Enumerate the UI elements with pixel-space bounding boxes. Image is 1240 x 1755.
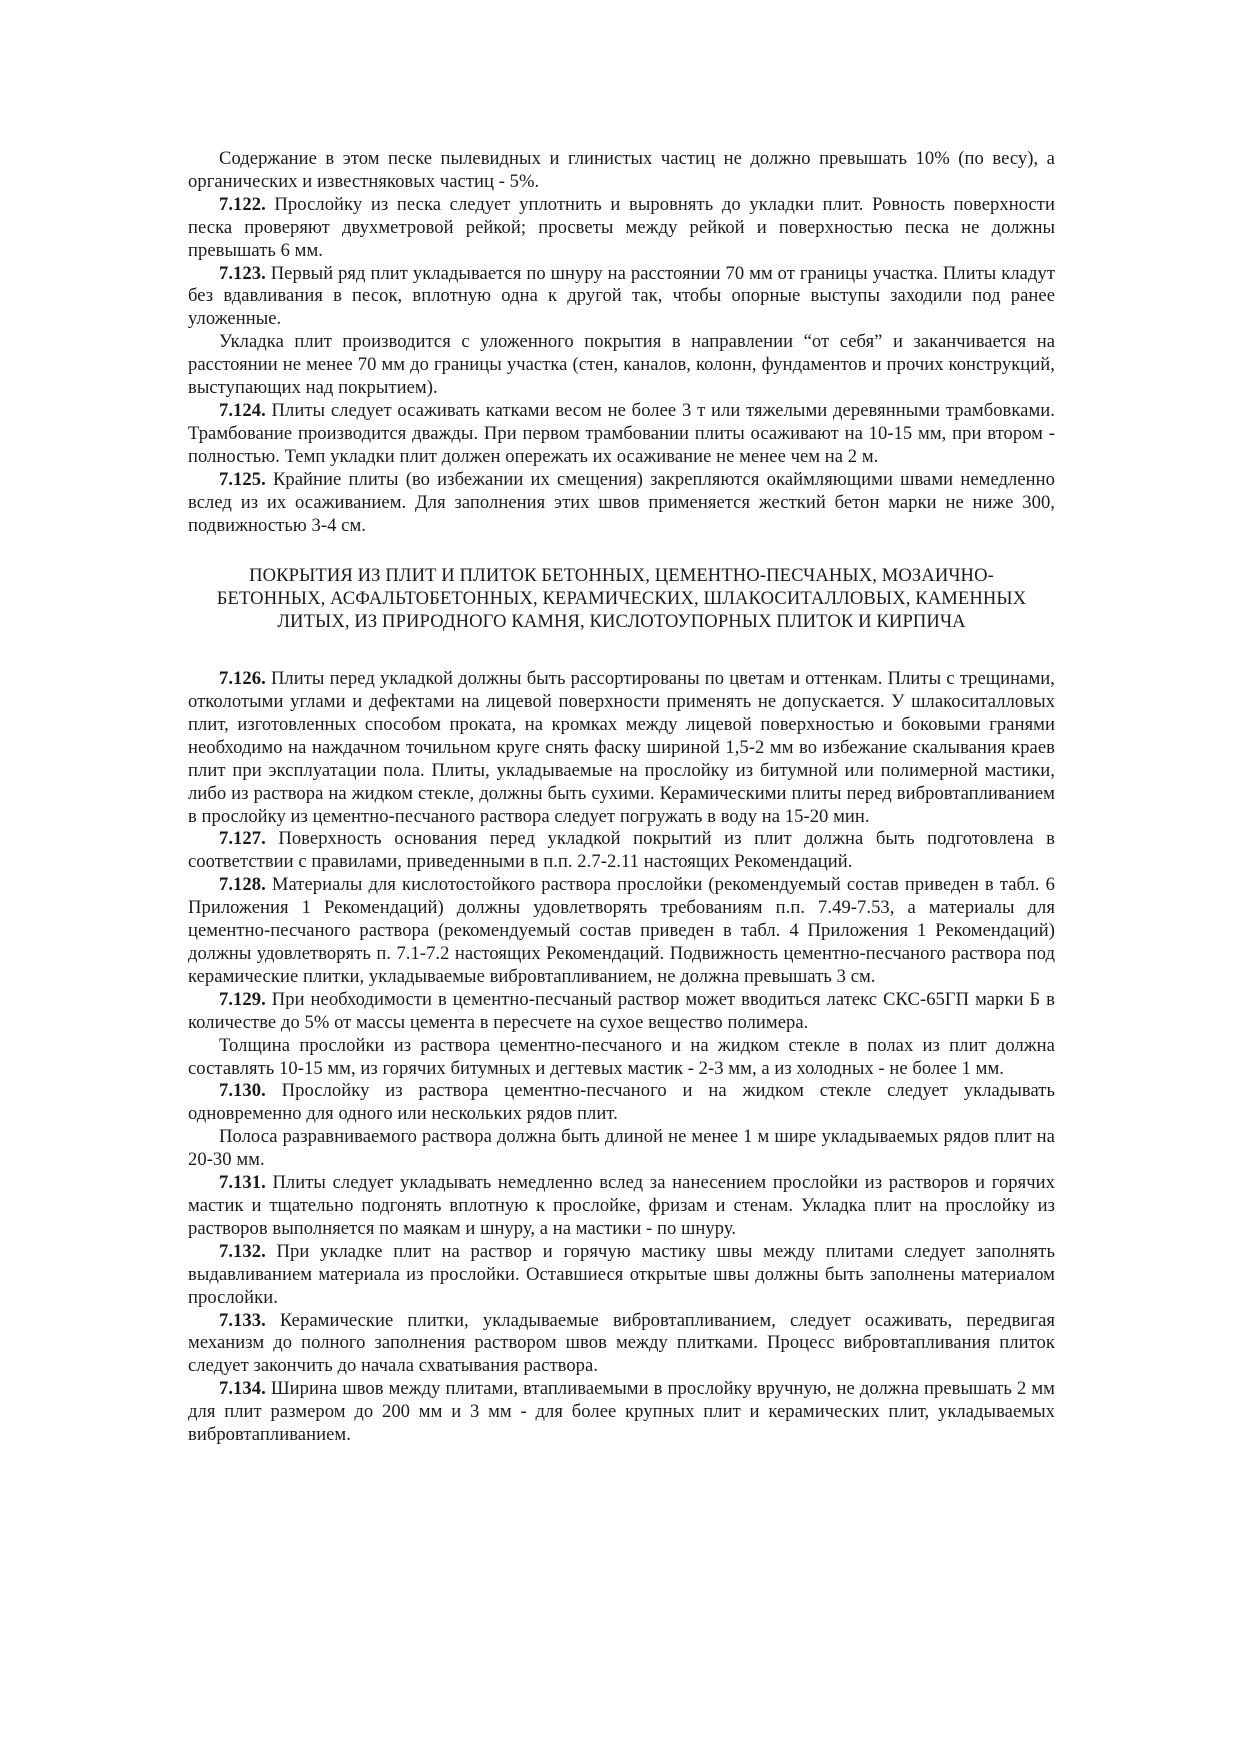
document-page	[188, 148, 1055, 1447]
paragraph-text: Плиты следует укладывать немедленно вслед за нанесением прослойки из растворов и горячих мастик и тщательно подгонять вплотную к прослойке, фризам и стенам. Укладка плит на прослойку из растворов выполняется по маякам и шнуру, а на мастики - по шнуру.	[188, 1172, 1055, 1239]
paragraphs-bottom	[188, 668, 1055, 1447]
paragraph-text: Плиты перед укладкой должны быть рассортированы по цветам и оттенкам. Плиты с трещинами, отколотыми углами и дефектами на лицевой поверхности применять не допускается. У шлакоситалловых плит, изготовленных способом проката, на кромках между лицевой поверхностью и боковыми гранями необходимо на наждачном точильном круге снять фаску шириной 1,5-2 мм во избежание скалывания краев плит при эксплуатации пола. Плиты, укладываемые на прослойку из битумной или полимерной мастики, либо из раствора на жидком стекле, должны быть сухими. Керамическими плиты перед вибровтапливанием в прослойку из цементно-песчаного раствора следует погружать в воду на 15-20 мин.	[188, 668, 1055, 827]
clause-number: 7.131.	[219, 1172, 266, 1194]
paragraph	[188, 263, 1055, 332]
paragraph-text: Поверхность основания перед укладкой покрытий из плит должна быть подготовлена в соответствии с правилами, приведенными в п.п. 2.7-2.11 настоящих Рекомендаций.	[188, 828, 1055, 873]
clause-number: 7.132.	[219, 1240, 266, 1262]
paragraph	[188, 400, 1055, 469]
paragraph	[188, 331, 1055, 400]
paragraph-text: Прослойку из раствора цементно-песчаного и на жидком стекле следует укладывать одновременно для одного или нескольких рядов плит.	[188, 1080, 1055, 1125]
clause-number: 7.128.	[219, 874, 266, 896]
clause-number: 7.134.	[219, 1378, 266, 1400]
section-heading: ПОКРЫТИЯ ИЗ ПЛИТ И ПЛИТОК БЕТОННЫХ, ЦЕМЕНТНО-ПЕСЧАНЫХ, МОЗАИЧНО-БЕТОННЫХ, АСФАЛЬТОБЕТОННЫХ, КЕРАМИЧЕСКИХ, ШЛАКОСИТАЛЛОВЫХ, КАМЕННЫХ ЛИТЫХ, ИЗ ПРИРОДНОГО КАМНЯ, КИСЛОТОУПОРНЫХ ПЛИТОК И КИРПИЧА	[216, 565, 1027, 633]
paragraph	[188, 989, 1055, 1035]
clause-number: 7.127.	[219, 828, 266, 850]
paragraph-text: При необходимости в цементно-песчаный раствор может вводиться латекс СКС-65ГП марки Б в количестве до 5% от массы цемента в пересчете на сухое вещество полимера.	[188, 988, 1055, 1033]
paragraph	[188, 1241, 1055, 1310]
paragraph	[188, 668, 1055, 828]
paragraph	[188, 194, 1055, 263]
paragraphs-top	[188, 148, 1055, 537]
paragraph-text: Плиты следует осаживать катками весом не более 3 т или тяжелыми деревянными трамбовками. Трамбование производится дважды. При первом трамбовании плиты осаживают на 10-15 мм, при втором - полностью. Темп укладки плит должен опережать их осаживание не менее чем на 2 м.	[188, 399, 1055, 467]
paragraph	[188, 1378, 1055, 1447]
paragraph	[188, 469, 1055, 538]
paragraph	[188, 1035, 1055, 1081]
paragraph	[188, 874, 1055, 989]
paragraph-text: Крайние плиты (во избежании их смещения) закрепляются окаймляющими швами немедленно вслед из их осаживанием. Для заполнения этих швов применяется жесткий бетон марки не ниже 300, подвижностью 3-4 см.	[188, 468, 1055, 536]
clause-number: 7.133.	[219, 1309, 266, 1331]
paragraph	[188, 1172, 1055, 1241]
paragraph	[188, 1080, 1055, 1126]
paragraph	[188, 1126, 1055, 1172]
paragraph-text: Укладка плит производится с уложенного покрытия в направлении “от себя” и заканчивается на расстоянии не менее 70 мм до границы участка (стен, каналов, колонн, фундаментов и прочих конструкций, выступающих над покрытием).	[188, 331, 1055, 399]
clause-number: 7.126.	[219, 668, 266, 690]
paragraph	[188, 828, 1055, 874]
paragraph-text: Толщина прослойки из раствора цементно-песчаного и на жидком стекле в полах из плит должна составлять 10-15 мм, из горячих битумных и дегтевых мастик - 2-3 мм, а из холодных - не более 1 мм.	[188, 1034, 1055, 1079]
paragraph-text: При укладке плит на раствор и горячую мастику швы между плитами следует заполнять выдавливанием материала из прослойки. Оставшиеся открытые швы должны быть заполнены материалом прослойки.	[188, 1240, 1055, 1308]
clause-number: 7.123.	[219, 262, 266, 284]
paragraph-text: Материалы для кислотостойкого раствора прослойки (рекомендуемый состав приведен в табл. 6 Приложения 1 Рекомендаций) должны удовлетворять требованиям п.п. 7.49-7.53, а материалы для цементно-песчаного раствора (рекомендуемый состав приведен в табл. 4 Приложения 1 Рекомендаций) должны удовлетворять п. 7.1-7.2 настоящих Рекомендаций. Подвижность цементно-песчаного раствора под керамические плитки, укладываемые вибровтапливанием, не должна превышать 3 см.	[188, 874, 1055, 987]
paragraph-text: Полоса разравниваемого раствора должна быть длиной не менее 1 м шире укладываемых рядов плит на 20-30 мм.	[188, 1126, 1055, 1171]
clause-number: 7.130.	[219, 1080, 266, 1102]
paragraph-text: Первый ряд плит укладывается по шнуру на расстоянии 70 мм от границы участка. Плиты кладут без вдавливания в песок, вплотную одна к другой так, чтобы опорные выступы заходили под ранее уложенные.	[188, 262, 1055, 330]
paragraph-text: Керамические плитки, укладываемые вибровтапливанием, следует осаживать, передвигая механизм до полного заполнения раствором швов между плитками. Процесс вибровтапливания плиток следует закончить до начала схватывания раствора.	[188, 1309, 1055, 1377]
paragraph-text: Ширина швов между плитами, втапливаемыми в прослойку вручную, не должна превышать 2 мм для плит размером до 200 мм и 3 мм - для более крупных плит и керамических плит, укладываемых вибровтапливанием.	[188, 1378, 1055, 1446]
clause-number: 7.124.	[219, 399, 266, 421]
paragraph-text: Прослойку из песка следует уплотнить и выровнять до укладки плит. Ровность поверхности песка проверяют двухметровой рейкой; просветы между рейкой и поверхностью песка не должны превышать 6 мм.	[188, 193, 1055, 261]
clause-number: 7.125.	[219, 468, 266, 490]
clause-number: 7.122.	[219, 193, 266, 215]
paragraph	[188, 1310, 1055, 1379]
paragraph	[188, 148, 1055, 194]
paragraph-text: Содержание в этом песке пылевидных и глинистых частиц не должно превышать 10% (по весу), а органических и известняковых частиц - 5%.	[188, 148, 1055, 192]
clause-number: 7.129.	[219, 988, 266, 1010]
